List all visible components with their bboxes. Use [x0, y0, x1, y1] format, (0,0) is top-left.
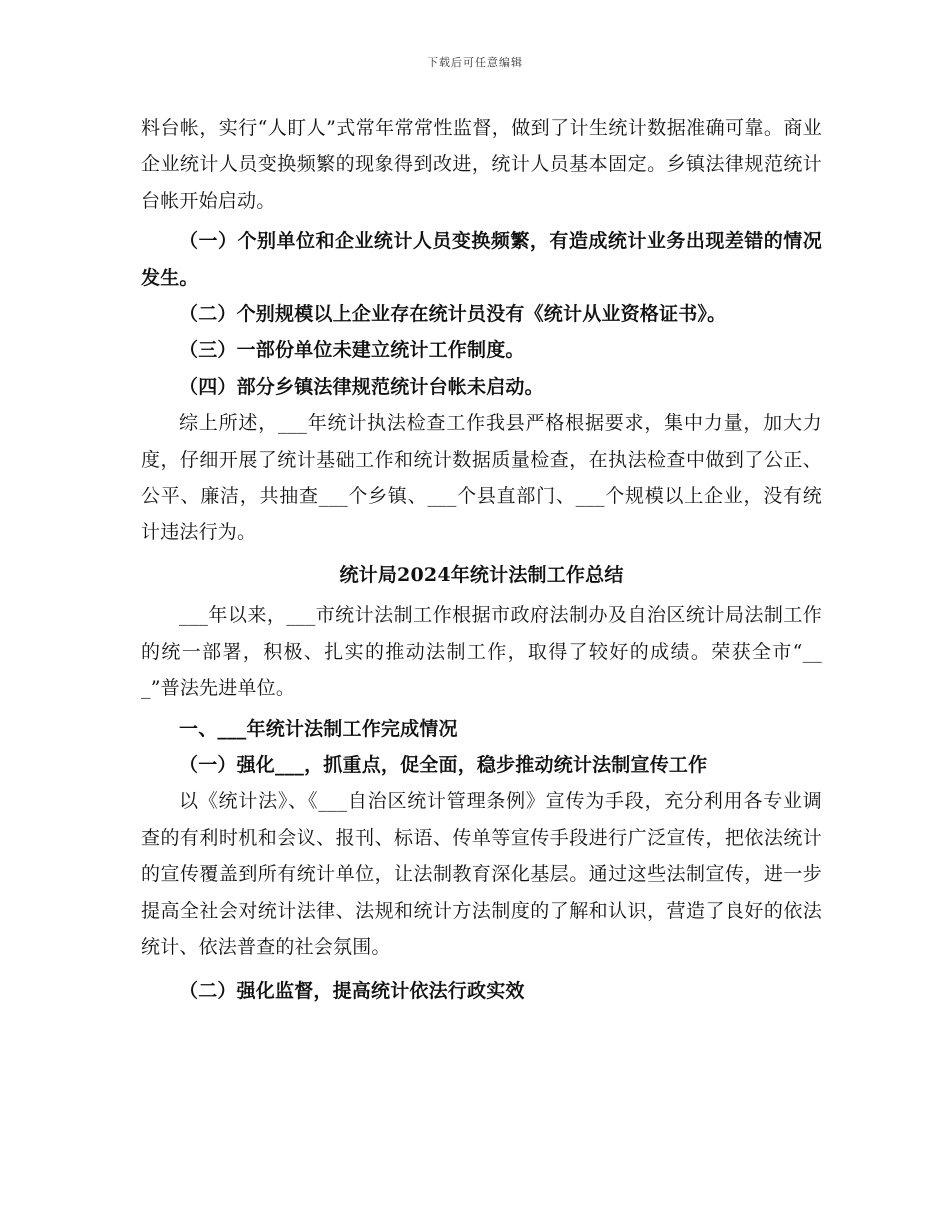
subsection-heading-1: （一）强化___，抓重点，促全面，稳步推动统计法制宣传工作 — [179, 753, 708, 776]
section-heading-1: 一、___年统计法制工作完成情况 — [179, 717, 458, 740]
document-title: 统计局2024年统计法制工作总结 — [339, 563, 624, 586]
issue-item-4: （四）部分乡镇法律规范统计台帐未启动。 — [179, 375, 544, 398]
paragraph-continuation: 料台帐，实行“人盯人”式常年常常性监督，做到了计生统计数据准确可靠。商业企业统计人员变换频繁的现象得到改进，统计人员基本固定。乡镇法律规范统计台帐开始启动。 — [141, 117, 822, 212]
page-header: 下载后可任意编辑 — [427, 56, 523, 69]
document-body — [141, 110, 822, 1010]
issue-item-3: （三）一部份单位未建立统计工作制度。 — [179, 339, 525, 362]
summary-paragraph: 综上所述，___年统计执法检查工作我县严格根据要求，集中力量，加大力度，仔细开展了统计基础工作和统计数据质量检查，在执法检查中做到了公正、公平、廉洁，共抽查___个乡镇、___个县直部门、___个规模以上企业，没有统计违法行为。 — [141, 412, 822, 544]
publicity-paragraph: 以《统计法》、《___自治区统计管理条例》宣传为手段，充分利用各专业调查的有利时机和会议、报刊、标语、传单等宣传手段进行广泛宣传，把依法统计的宣传覆盖到所有统计单位，让法制教育深化基层。通过这些法制宣传，进一步提高全社会对统计法律、法规和统计方法制度的了解和认识，营造了良好的依法统计、依法普查的社会氛围。 — [141, 790, 822, 958]
subsection-heading-2: （二）强化监督，提高统计依法行政实效 — [179, 980, 525, 1003]
intro-paragraph: ___年以来，___市统计法制工作根据市政府法制办及自治区统计局法制工作的统一部署，积极、扎实的推动法制工作，取得了较好的成绩。荣获全市“___”普法先进单位。 — [141, 604, 822, 700]
issue-item-2: （二）个别规模以上企业存在统计员没有《统计从业资格证书》。 — [179, 303, 727, 326]
issue-item-1: （一）个别单位和企业统计人员变换频繁，有造成统计业务出现差错的情况发生。 — [141, 230, 822, 289]
